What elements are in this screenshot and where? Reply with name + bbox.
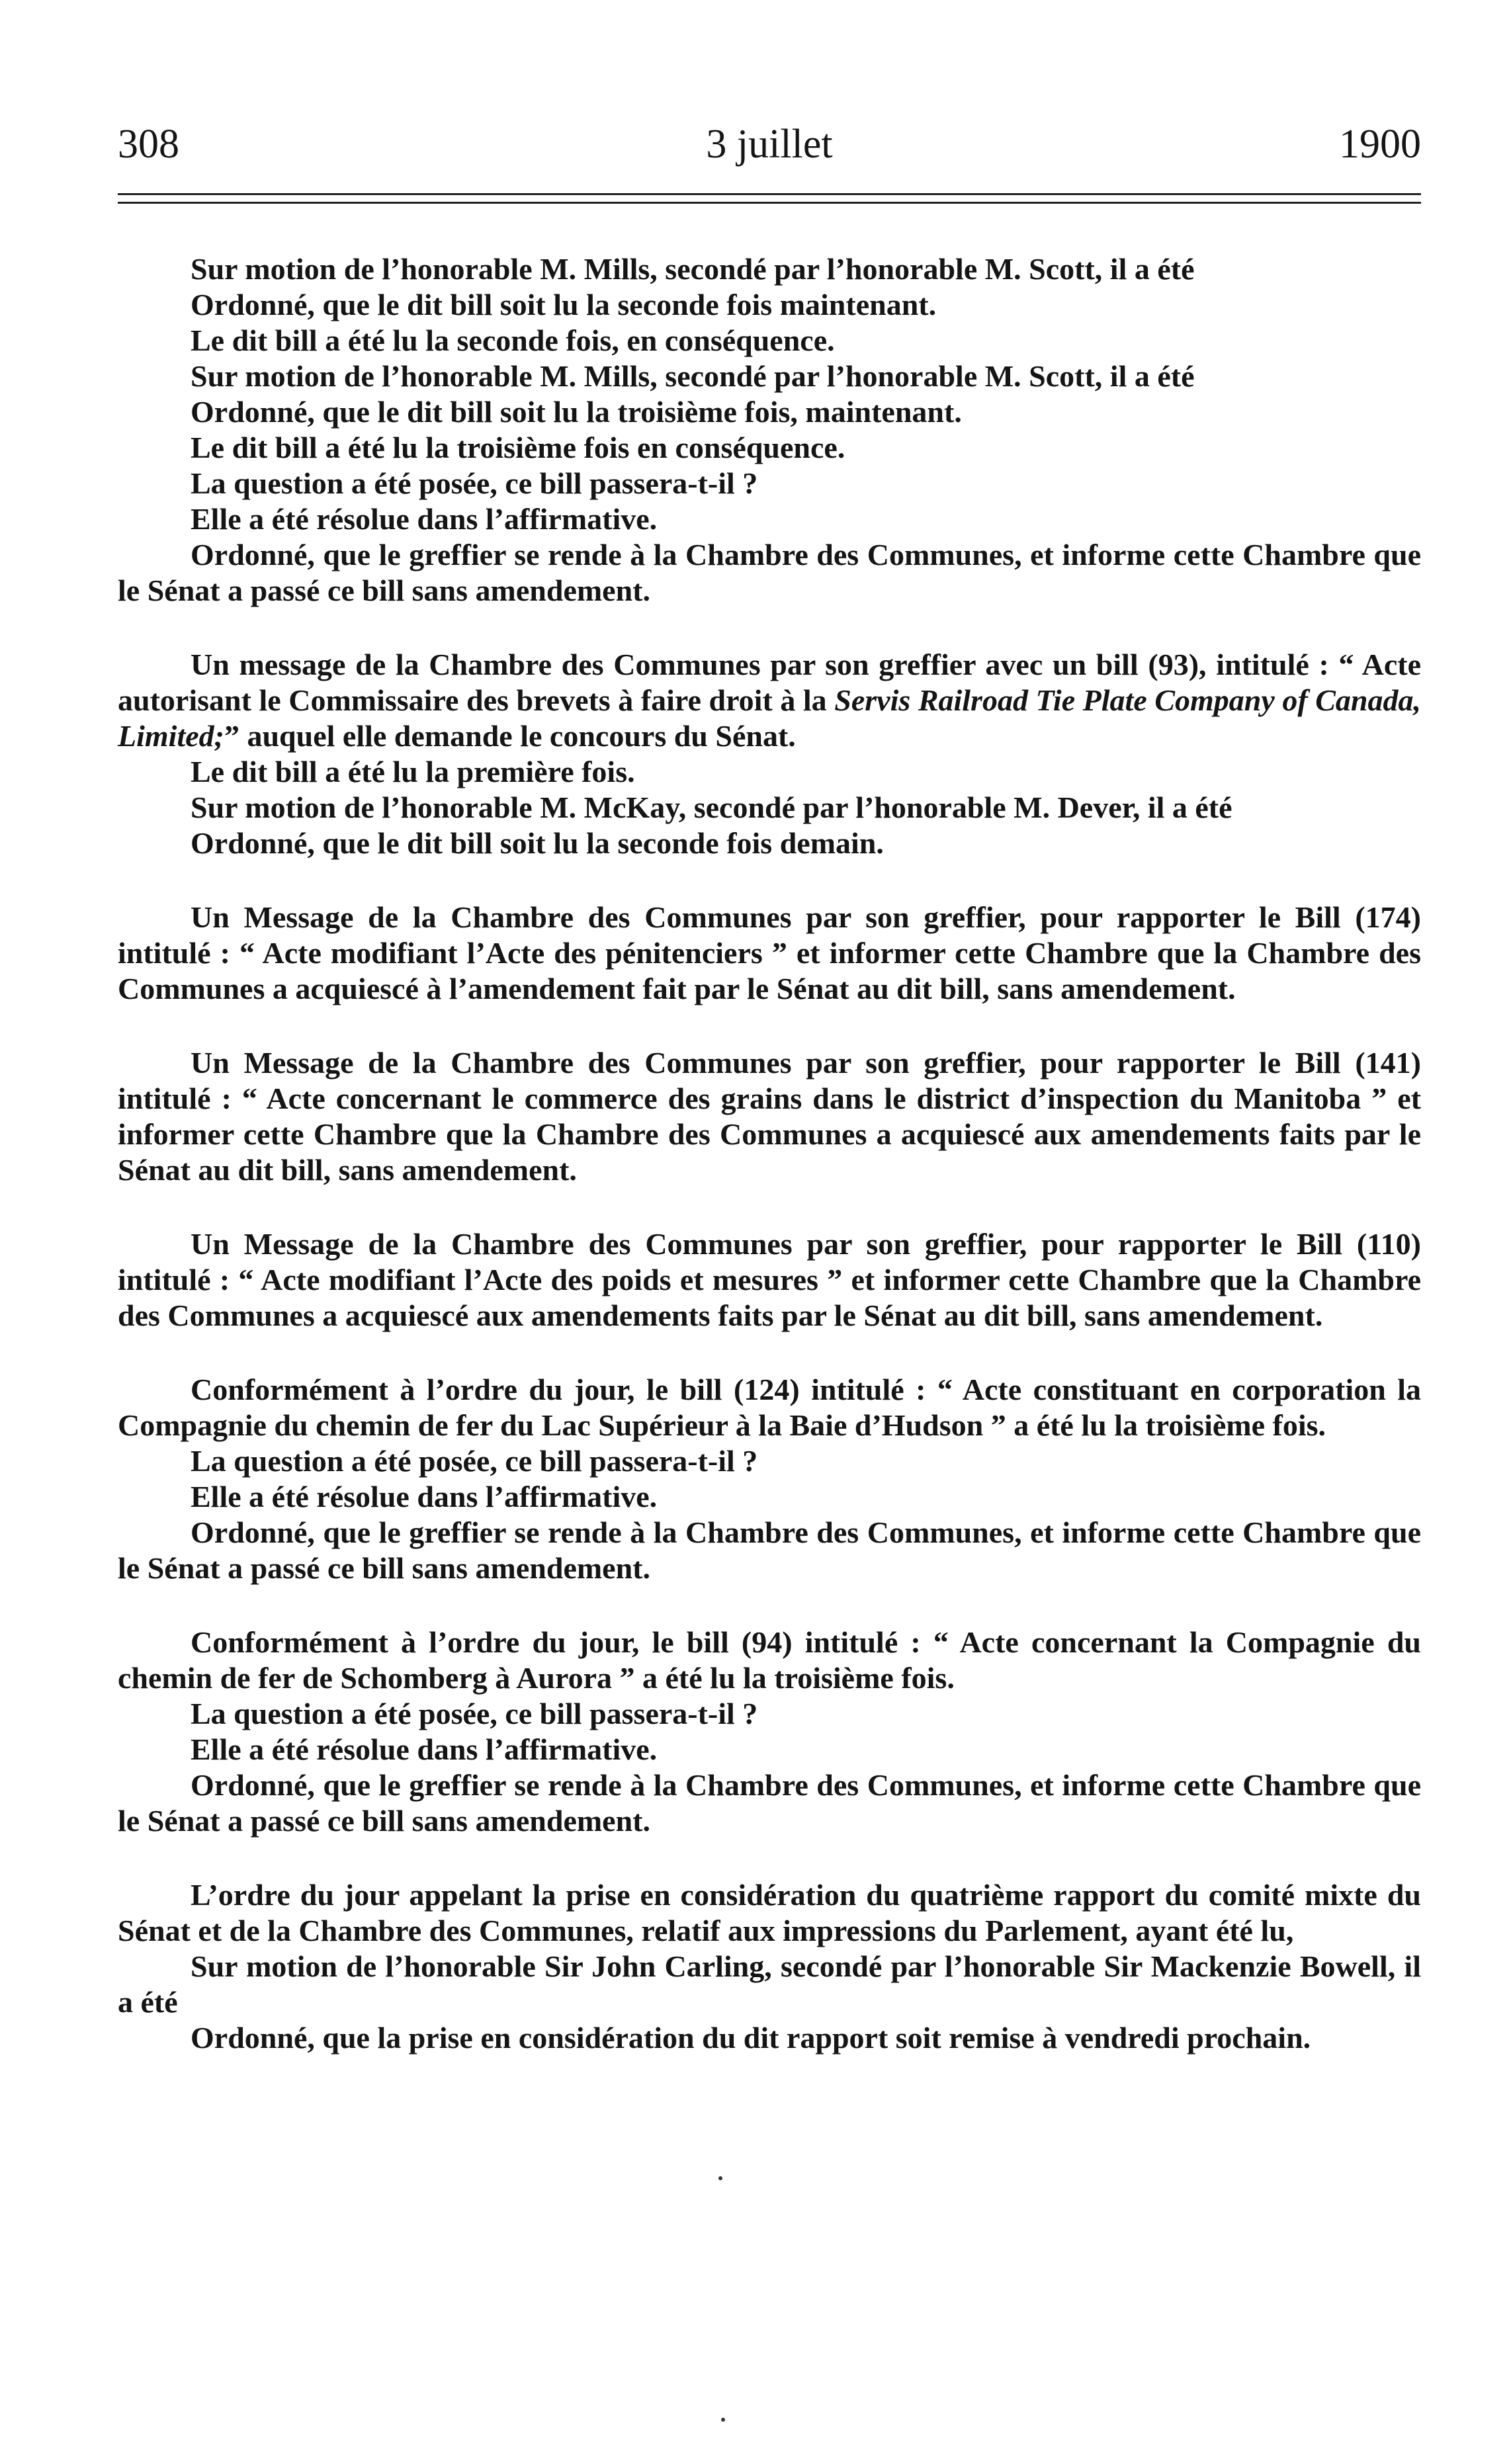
header-date: 3 juillet bbox=[706, 122, 833, 167]
paragraph-text: ” auquel elle demande le concours du Sénat. bbox=[224, 719, 796, 753]
paragraph: Conformément à l’ordre du jour, le bill (124) intitulé : “ Acte constituant en corporation la Compagnie du chemin de fer du Lac Supérieur à la Baie d’Hudson ” a été lu la troisième fois. bbox=[118, 1373, 1421, 1442]
header-rule-bottom bbox=[118, 202, 1421, 204]
italic-company-name: Servis Railroad Tie Plate Company of Canada, Limited; bbox=[118, 683, 1421, 753]
paragraph: La question a été posée, ce bill passera-t-il ? bbox=[191, 466, 758, 500]
paragraph: L’ordre du jour appelant la prise en considération du quatrième rapport du comité mixte du Sénat et de la Chambre des Communes, relatif aux impressions du Parlement, ayant été lu, bbox=[118, 1878, 1421, 1947]
document-body bbox=[118, 251, 1421, 2056]
paragraph: Ordonné, que le dit bill soit lu la troisième fois, maintenant. bbox=[191, 395, 962, 429]
header-year: 1900 bbox=[1339, 122, 1421, 167]
print-speck bbox=[718, 2176, 722, 2180]
paragraph: La question a été posée, ce bill passera-t-il ? bbox=[191, 1444, 758, 1478]
paragraph: Le dit bill a été lu la troisième fois en conséquence. bbox=[191, 431, 845, 464]
paragraph: Sur motion de l’honorable M. McKay, secondé par l’honorable M. Dever, il a été bbox=[191, 790, 1232, 824]
paragraph-text: Un message de la Chambre des Communes par son greffier avec un bill (93), intitulé : “ Acte autorisant le Commissaire des brevets à faire droit à la bbox=[118, 648, 1421, 717]
paragraph: Elle a été résolue dans l’affirmative. bbox=[191, 1732, 658, 1766]
paragraph: Ordonné, que le dit bill soit lu la seconde fois demain. bbox=[191, 826, 884, 860]
paragraph: Un Message de la Chambre des Communes par son greffier, pour rapporter le Bill (174) intitulé : “ Acte modifiant l’Acte des pénitenciers ” et informer cette Chambre que la Chambre des Communes a acquiescé à l’amendement fait par le Sénat au dit bill, sans amendement. bbox=[118, 900, 1421, 1005]
print-speck bbox=[721, 2418, 725, 2422]
paragraph: Elle a été résolue dans l’affirmative. bbox=[191, 502, 658, 536]
paragraph: Ordonné, que la prise en considération du dit rapport soit remise à vendredi prochain. bbox=[191, 2021, 1311, 2055]
paragraph: Elle a été résolue dans l’affirmative. bbox=[191, 1480, 658, 1513]
paragraph: Un Message de la Chambre des Communes par son greffier, pour rapporter le Bill (110) intitulé : “ Acte modifiant l’Acte des poids et mesures ” et informer cette Chambre que la Chambre des Communes a acquiescé aux amendements faits par le Sénat au dit bill, sans amendement. bbox=[118, 1227, 1421, 1332]
paragraph: Un Message de la Chambre des Communes par son greffier, pour rapporter le Bill (141) intitulé : “ Acte concernant le commerce des grains dans le district d’inspection du Manitoba ” et informer cette Chambre que la Chambre des Communes a acquiescé aux amendements faits par le Sénat au dit bill, sans amendement. bbox=[118, 1046, 1421, 1187]
paragraph: Sur motion de l’honorable M. Mills, secondé par l’honorable M. Scott, il a été bbox=[191, 359, 1195, 393]
header-rule-top bbox=[118, 193, 1421, 195]
paragraph: Le dit bill a été lu la seconde fois, en conséquence. bbox=[191, 323, 835, 357]
paragraph: Ordonné, que le dit bill soit lu la seconde fois maintenant. bbox=[191, 288, 937, 321]
page-header bbox=[118, 118, 1421, 171]
paragraph: Conformément à l’ordre du jour, le bill (94) intitulé : “ Acte concernant la Compagnie du chemin de fer de Schomberg à Aurora ” a été lu la troisième fois. bbox=[118, 1625, 1421, 1695]
paragraph: Ordonné, que le greffier se rende à la Chambre des Communes, et informe cette Chambre que le Sénat a passé ce bill sans amendement. bbox=[118, 538, 1421, 607]
paragraph: Sur motion de l’honorable M. Mills, secondé par l’honorable M. Scott, il a été bbox=[191, 252, 1195, 286]
paragraph: Ordonné, que le greffier se rende à la Chambre des Communes, et informe cette Chambre que le Sénat a passé ce bill sans amendement. bbox=[118, 1515, 1421, 1585]
paragraph bbox=[118, 647, 1421, 754]
paragraph: La question a été posée, ce bill passera-t-il ? bbox=[191, 1697, 758, 1730]
paragraph: Ordonné, que le greffier se rende à la Chambre des Communes, et informe cette Chambre que le Sénat a passé ce bill sans amendement. bbox=[118, 1768, 1421, 1838]
page-number: 308 bbox=[118, 122, 179, 167]
paragraph: Le dit bill a été lu la première fois. bbox=[191, 755, 635, 788]
paragraph: Sur motion de l’honorable Sir John Carling, secondé par l’honorable Sir Mackenzie Bowell, il a été bbox=[118, 1949, 1421, 2019]
